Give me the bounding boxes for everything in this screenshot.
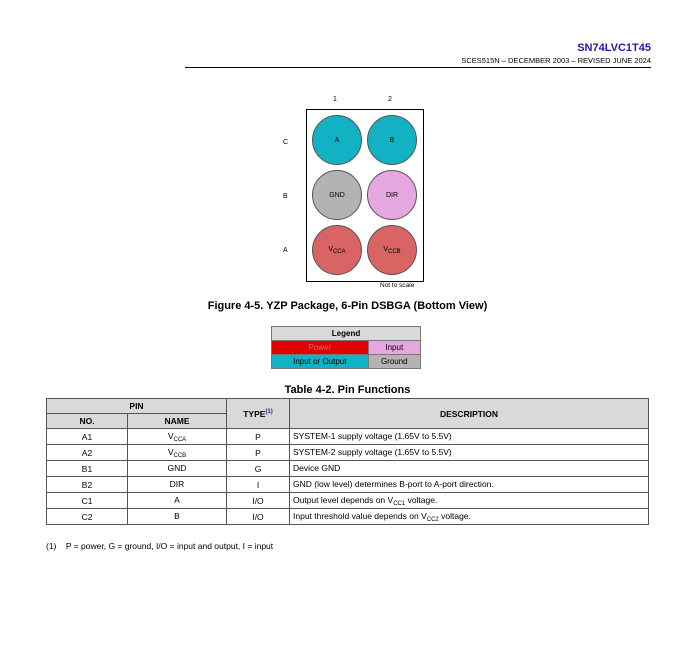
table-row <box>47 461 649 477</box>
table-caption: Table 4-2. Pin Functions <box>284 384 411 396</box>
pin-description: GND (low level) determines B-port to A-port direction. <box>290 477 649 493</box>
pin-type: I <box>227 477 290 493</box>
table-row <box>47 445 649 461</box>
ball-c1-label: A <box>334 136 340 144</box>
pin-name: A <box>128 493 227 509</box>
legend-input-output: Input or Output <box>272 355 369 369</box>
pin-functions-table <box>46 398 649 525</box>
ball-b2-label: DIR <box>385 191 399 199</box>
pin-name: GND <box>128 461 227 477</box>
pin-rows <box>47 429 649 525</box>
document-revision: SCES515N – DECEMBER 2003 – REVISED JUNE 2024 <box>461 56 651 65</box>
pin-name: B <box>128 509 227 525</box>
ball-c2-label: B <box>389 136 395 144</box>
pin-description: Device GND <box>290 461 649 477</box>
description-header: DESCRIPTION <box>290 399 649 429</box>
pin-description: SYSTEM-1 supply voltage (1.65V to 5.5V) <box>290 429 649 445</box>
pin-name: $V_{CCB}$ <box>128 445 227 461</box>
pin-type: I/O <box>227 493 290 509</box>
pin-no: A2 <box>47 445 128 461</box>
name-header: NAME <box>128 414 227 429</box>
legend-input: Input <box>368 341 420 355</box>
legend-title: Legend <box>272 327 421 341</box>
table-row <box>47 429 649 445</box>
ball-a2 <box>367 225 417 275</box>
row-label-b: B <box>283 193 288 200</box>
pin-no: B2 <box>47 477 128 493</box>
pin-no: C2 <box>47 509 128 525</box>
ball-b1-label: GND <box>329 191 345 199</box>
part-number: SN74LVC1T45 <box>577 42 651 54</box>
pin-type: P <box>227 429 290 445</box>
table-row <box>47 493 649 509</box>
legend-ground: Ground <box>368 355 420 369</box>
pin-type: P <box>227 445 290 461</box>
pin-type: G <box>227 461 290 477</box>
footnote <box>46 541 273 551</box>
pin-description: Output level depends on $V_{CC1}$ voltage. <box>290 493 649 509</box>
pin-name: $V_{CCA}$ <box>128 429 227 445</box>
ball-c2 <box>367 115 417 165</box>
table-row <box>47 477 649 493</box>
no-header: NO. <box>47 414 128 429</box>
ball-b2 <box>367 170 417 220</box>
pin-name: DIR <box>128 477 227 493</box>
legend-power: Power <box>272 341 369 355</box>
row-label-a: A <box>283 247 288 254</box>
footnote-text: P = power, G = ground, I/O = input and output, I = input <box>65 541 274 551</box>
pin-description: Input threshold value depends on $V_{CC2}$ voltage. <box>290 509 649 525</box>
column-label-2: 2 <box>388 96 392 103</box>
package-outline <box>306 109 424 282</box>
figure-caption: Figure 4-5. YZP Package, 6-Pin DSBGA (Bottom View) <box>207 300 488 312</box>
pin-type: I/O <box>227 509 290 525</box>
header-rule <box>185 67 651 68</box>
ball-a1 <box>312 225 362 275</box>
pin-no: C1 <box>47 493 128 509</box>
legend-table <box>271 326 421 369</box>
row-label-c: C <box>283 139 289 146</box>
pin-no: B1 <box>47 461 128 477</box>
ball-a1-label: $V_{CCA}$ <box>328 245 346 255</box>
ball-b1 <box>312 170 362 220</box>
ball-c1 <box>312 115 362 165</box>
footnote-mark: (1) <box>46 541 57 551</box>
pin-group-header: PIN <box>47 399 227 414</box>
type-header: TYPE$^{(1)}$ <box>227 399 290 429</box>
scale-note: Not to scale <box>380 282 415 289</box>
pin-no: A1 <box>47 429 128 445</box>
table-row <box>47 509 649 525</box>
ball-a2-label: $V_{CCB}$ <box>383 245 401 255</box>
column-label-1: 1 <box>333 96 337 103</box>
pin-description: SYSTEM-2 supply voltage (1.65V to 5.5V) <box>290 445 649 461</box>
